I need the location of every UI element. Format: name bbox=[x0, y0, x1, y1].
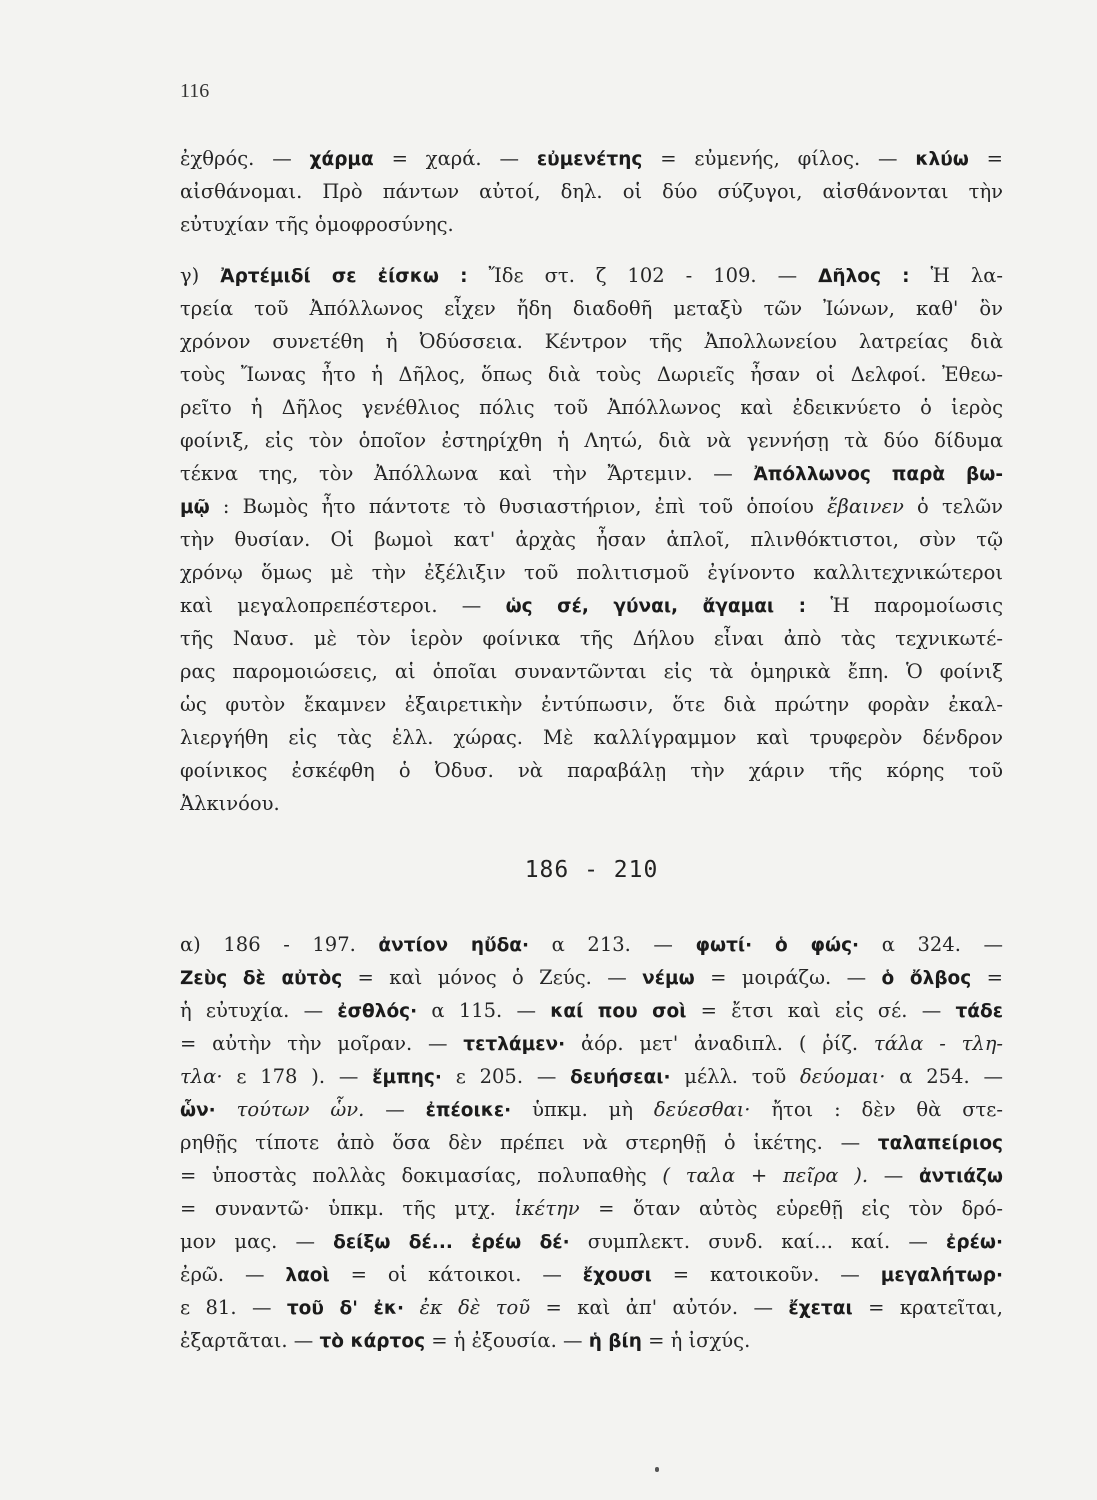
text-line bbox=[180, 208, 1003, 241]
lemma-bold: Δῆλος : bbox=[818, 266, 910, 287]
gloss-text: Ἡ παρομοίωσις bbox=[806, 594, 1003, 617]
gloss-text: : Βωμὸς ἦτο πάντοτε τὸ θυσιαστήριον, ἐπὶ τοῦ ὁποίου bbox=[209, 495, 828, 518]
gloss-text: ε 178 ). — bbox=[222, 1065, 373, 1088]
text-line bbox=[180, 1126, 1003, 1159]
lemma-bold: τὸ κάρτος bbox=[319, 1331, 426, 1352]
text-line bbox=[180, 1225, 1003, 1258]
gloss-text: ρηθῇς τίποτε ἀπὸ ὅσα δὲν πρέπει νὰ στερηθῇ ὁ ἱκέτης. — bbox=[180, 1131, 878, 1154]
gloss-text: α 254. — bbox=[885, 1065, 1003, 1088]
gloss-text: τὴν θυσίαν. Οἱ βωμοὶ κατ' ἀρχὰς ἦσαν ἁπλοῖ, πλινθόκτιστοι, σὺν τῷ bbox=[180, 528, 1003, 551]
gloss-text: ὁ τελῶν bbox=[903, 495, 1003, 518]
gloss-text: = ἔτσι καὶ εἰς σέ. — bbox=[686, 999, 956, 1022]
lemma-bold: ἀντιάζω bbox=[918, 1166, 1003, 1187]
gloss-text: Ἴδε στ. ζ 102 - 109. — bbox=[467, 264, 819, 287]
lemma-bold: ἔχουσι bbox=[582, 1265, 652, 1286]
gloss-text: = καὶ μόνος ὁ Ζεύς. — bbox=[342, 966, 643, 989]
lemma-bold: ἡ βίη bbox=[588, 1331, 642, 1352]
print-speck bbox=[655, 1467, 659, 1472]
gloss-text: = συναντῶ· ὑπκμ. τῆς μτχ. bbox=[180, 1197, 515, 1220]
gloss-text: Ἀλκινόου. bbox=[180, 792, 280, 815]
lemma-bold: ὁ ὄλβος bbox=[881, 968, 972, 989]
gloss-text: χρόνον συνετέθη ἡ Ὀδύσσεια. Κέντρον τῆς Ἀπολλωνείου λατρείας διὰ bbox=[180, 330, 1003, 353]
gloss-text: μέλλ. τοῦ bbox=[670, 1065, 800, 1088]
text-line bbox=[180, 556, 1003, 589]
gloss-text: = καὶ ἀπ' αὐτόν. — bbox=[530, 1296, 789, 1319]
lemma-bold: Ζεὺς δὲ αὐτὸς bbox=[180, 968, 343, 989]
gloss-text: = αὐτὴν τὴν μοῖραν. — bbox=[180, 1032, 464, 1055]
citation-italic: ἱκέτην bbox=[514, 1197, 580, 1220]
gloss-text: τῆς Ναυσ. μὲ τὸν ἱερὸν φοίνικα τῆς Δήλου εἶναι ἀπὸ τὰς τεχνικωτέ- bbox=[180, 627, 1003, 650]
text-line bbox=[180, 1159, 1003, 1192]
gloss-text: συμπλεκτ. συνδ. καί... καί. — bbox=[569, 1230, 947, 1253]
gloss-text: μον μας. — bbox=[180, 1230, 334, 1253]
gloss-text: α 115. — bbox=[417, 999, 551, 1022]
commentary-paragraph-gamma bbox=[180, 259, 1003, 820]
gloss-text bbox=[216, 1098, 237, 1121]
text-line bbox=[180, 325, 1003, 358]
lemma-bold: εὐμενέτης bbox=[536, 149, 643, 170]
gloss-text: ἐρῶ. — bbox=[180, 1263, 286, 1286]
lemma-bold: ὡς σέ, γύναι, ἄγαμαι : bbox=[505, 596, 807, 617]
citation-italic: δεύομαι· bbox=[800, 1065, 886, 1088]
gloss-text: = bbox=[971, 966, 1003, 989]
lemma-bold: λαοὶ bbox=[285, 1265, 330, 1286]
gloss-text: ἀόρ. μετ' ἀναδιπλ. ( ῥίζ. bbox=[565, 1032, 874, 1055]
lemma-bold: ἐπέοικε· bbox=[425, 1100, 512, 1121]
lemma-bold: τοῦ δ' ἐκ· bbox=[286, 1298, 405, 1319]
lemma-bold: ἔχεται bbox=[788, 1298, 853, 1319]
gloss-text: = μοιράζω. — bbox=[694, 966, 882, 989]
citation-italic: ἔβαινεν bbox=[827, 495, 904, 518]
text-line bbox=[180, 457, 1003, 490]
lemma-bold: ταλαπείριος bbox=[877, 1133, 1003, 1154]
gloss-text: καὶ μεγαλοπρεπέστεροι. — bbox=[180, 594, 506, 617]
gloss-text: ρεῖτο ἡ Δῆλος γενέθλιος πόλις τοῦ Ἀπόλλωνος καὶ ἐδεικνύετο ὁ ἱερὸς bbox=[180, 396, 1003, 419]
gloss-text: Ἡ λα- bbox=[909, 264, 1003, 287]
gloss-text: ἐξαρτᾶται. — bbox=[180, 1329, 320, 1352]
text-line bbox=[180, 928, 1003, 961]
commentary-paragraph-gamma-intro bbox=[180, 142, 1003, 241]
gloss-text: ὡς φυτὸν ἔκαμνεν ἐξαιρετικὴν ἐντύπωσιν, ὅτε διὰ πρώτην φορὰν ἐκαλ- bbox=[180, 693, 1003, 716]
gloss-text: = οἱ κάτοικοι. — bbox=[329, 1263, 583, 1286]
text-line bbox=[180, 961, 1003, 994]
gloss-text: ἡ εὐτυχία. — bbox=[180, 999, 338, 1022]
gloss-text: = ὑποστὰς πολλὰς δοκιμασίας, πολυπαθὴς bbox=[180, 1164, 663, 1187]
lemma-bold: δείξω δέ... ἐρέω δέ· bbox=[333, 1232, 570, 1253]
lemma-bold: δευήσεαι· bbox=[570, 1067, 671, 1088]
commentary-paragraph-alpha bbox=[180, 928, 1003, 1357]
lemma-bold: τάδε bbox=[955, 1001, 1003, 1022]
lemma-bold: ἐρέω· bbox=[946, 1232, 1003, 1253]
lemma-bold: ἐσθλός· bbox=[337, 1001, 418, 1022]
lemma-bold: καί που σοὶ bbox=[550, 1001, 687, 1022]
lemma-bold: ἔμπης· bbox=[372, 1067, 442, 1088]
lemma-bold: χάρμα bbox=[309, 149, 374, 170]
gloss-text: φοίνιξ, εἰς τὸν ὁποῖον ἐστηρίχθη ἡ Λητώ, διὰ νὰ γεννήσῃ τὰ δύο δίδυμα bbox=[180, 429, 1003, 452]
text-line bbox=[180, 754, 1003, 787]
citation-italic: ἐκ δὲ τοῦ bbox=[419, 1296, 531, 1319]
text-line bbox=[180, 1324, 1003, 1357]
citation-italic: ( ταλα + πεῖρα ). bbox=[662, 1164, 869, 1187]
text-line bbox=[180, 1093, 1003, 1126]
gloss-text: = ἡ ἐξουσία. — bbox=[425, 1329, 589, 1352]
gloss-text: α 213. — bbox=[529, 933, 696, 956]
gloss-text: — bbox=[868, 1164, 919, 1187]
gloss-text: τέκνα της, τὸν Ἀπόλλωνα καὶ τὴν Ἄρτεμιν. — bbox=[180, 462, 754, 485]
gloss-text: ρας παρομοιώσεις, αἱ ὁποῖαι συναντῶνται εἰς τὰ ὁμηρικὰ ἔπη. Ὁ φοίνιξ bbox=[180, 660, 1003, 683]
gloss-text: — bbox=[364, 1098, 426, 1121]
text-line bbox=[180, 787, 1003, 820]
page-number: 116 bbox=[180, 80, 210, 102]
citation-italic: τάλα - τλη- bbox=[873, 1032, 1003, 1055]
gloss-text bbox=[404, 1296, 419, 1319]
lemma-bold: ἀντίον ηὔδα· bbox=[378, 935, 530, 956]
gloss-text: = ἡ ἰσχύς. bbox=[641, 1329, 751, 1352]
gloss-text: = κρατεῖται, bbox=[852, 1296, 1003, 1319]
text-line bbox=[180, 994, 1003, 1027]
gloss-text: ἐχθρός. — bbox=[180, 147, 310, 170]
lemma-bold: μεγαλήτωρ· bbox=[880, 1265, 1003, 1286]
lemma-bold: φωτί· ὁ φώς· bbox=[695, 935, 860, 956]
gloss-text: ὑπκμ. μὴ bbox=[511, 1098, 654, 1121]
gloss-text: = χαρά. — bbox=[373, 147, 537, 170]
lemma-bold: Ἀρτέμιδί σε ἐίσκω : bbox=[220, 266, 468, 287]
text-line bbox=[180, 424, 1003, 457]
citation-italic: τούτων ὧν. bbox=[236, 1098, 365, 1121]
text-line bbox=[180, 688, 1003, 721]
gloss-text: τοὺς Ἴωνας ἦτο ἡ Δῆλος, ὅπως διὰ τοὺς Δωριεῖς ἦσαν οἱ Δελφοί. Ἐθεω- bbox=[180, 363, 1003, 386]
lemma-bold: τετλάμεν· bbox=[463, 1034, 566, 1055]
text-line bbox=[180, 490, 1003, 523]
text-line bbox=[180, 622, 1003, 655]
gloss-text: = κατοικοῦν. — bbox=[651, 1263, 881, 1286]
citation-italic: δεύεσθαι· bbox=[653, 1098, 751, 1121]
gloss-text: = ὅταν αὐτὸς εὑρεθῇ εἰς τὸν δρό- bbox=[579, 1197, 1003, 1220]
text-line bbox=[180, 1060, 1003, 1093]
text-line bbox=[180, 259, 1003, 292]
text-line bbox=[180, 391, 1003, 424]
gloss-text: = bbox=[968, 147, 1003, 170]
gloss-text: γ) bbox=[180, 264, 221, 287]
text-line bbox=[180, 523, 1003, 556]
citation-italic: τλα· bbox=[180, 1065, 223, 1088]
lemma-bold: ὧν· bbox=[180, 1100, 216, 1121]
gloss-text: ε 205. — bbox=[441, 1065, 571, 1088]
lemma-bold: νέμω bbox=[642, 968, 695, 989]
gloss-text: φοίνικος ἐσκέφθη ὁ Ὀδυσ. νὰ παραβάλῃ τὴν χάριν τῆς κόρης τοῦ bbox=[180, 759, 1003, 782]
gloss-text: εὐτυχίαν τῆς ὁμοφροσύνης. bbox=[180, 213, 454, 236]
text-line bbox=[180, 1291, 1003, 1324]
gloss-text: λιεργήθη εἰς τὰς ἑλλ. χώρας. Μὲ καλλίγραμμον καὶ τρυφερὸν δένδρον bbox=[180, 726, 1003, 749]
text-line bbox=[180, 1027, 1003, 1060]
lemma-bold: μῷ bbox=[180, 497, 210, 518]
gloss-text: ἤτοι : δὲν θὰ στε- bbox=[750, 1098, 1003, 1121]
gloss-text: ε 81. — bbox=[180, 1296, 287, 1319]
text-line bbox=[180, 142, 1003, 175]
lemma-bold: Ἀπόλλωνος παρὰ βω- bbox=[753, 464, 1003, 485]
gloss-text: χρόνῳ ὅμως μὲ τὴν ἐξέλιξιν τοῦ πολιτισμοῦ ἐγίνοντο καλλιτεχνικώτεροι bbox=[180, 561, 1003, 584]
text-line bbox=[180, 358, 1003, 391]
gloss-text: τρεία τοῦ Ἀπόλλωνος εἶχεν ἤδη διαδοθῆ μεταξὺ τῶν Ἰώνων, καθ' ὃν bbox=[180, 297, 1003, 320]
text-line bbox=[180, 589, 1003, 622]
text-line bbox=[180, 655, 1003, 688]
text-line bbox=[180, 721, 1003, 754]
gloss-text: α) 186 - 197. bbox=[180, 933, 379, 956]
text-line bbox=[180, 1192, 1003, 1225]
text-line bbox=[180, 175, 1003, 208]
text-line bbox=[180, 1258, 1003, 1291]
gloss-text: αἰσθάνομαι. Πρὸ πάντων αὐτοί, δηλ. οἱ δύο σύζυγοι, αἰσθάνονται τὴν bbox=[180, 180, 1003, 203]
section-heading: 186 - 210 bbox=[524, 857, 659, 883]
lemma-bold: κλύω bbox=[915, 149, 969, 170]
gloss-text: = εὐμενής, φίλος. — bbox=[642, 147, 916, 170]
gloss-text: α 324. — bbox=[859, 933, 1003, 956]
text-line bbox=[180, 292, 1003, 325]
